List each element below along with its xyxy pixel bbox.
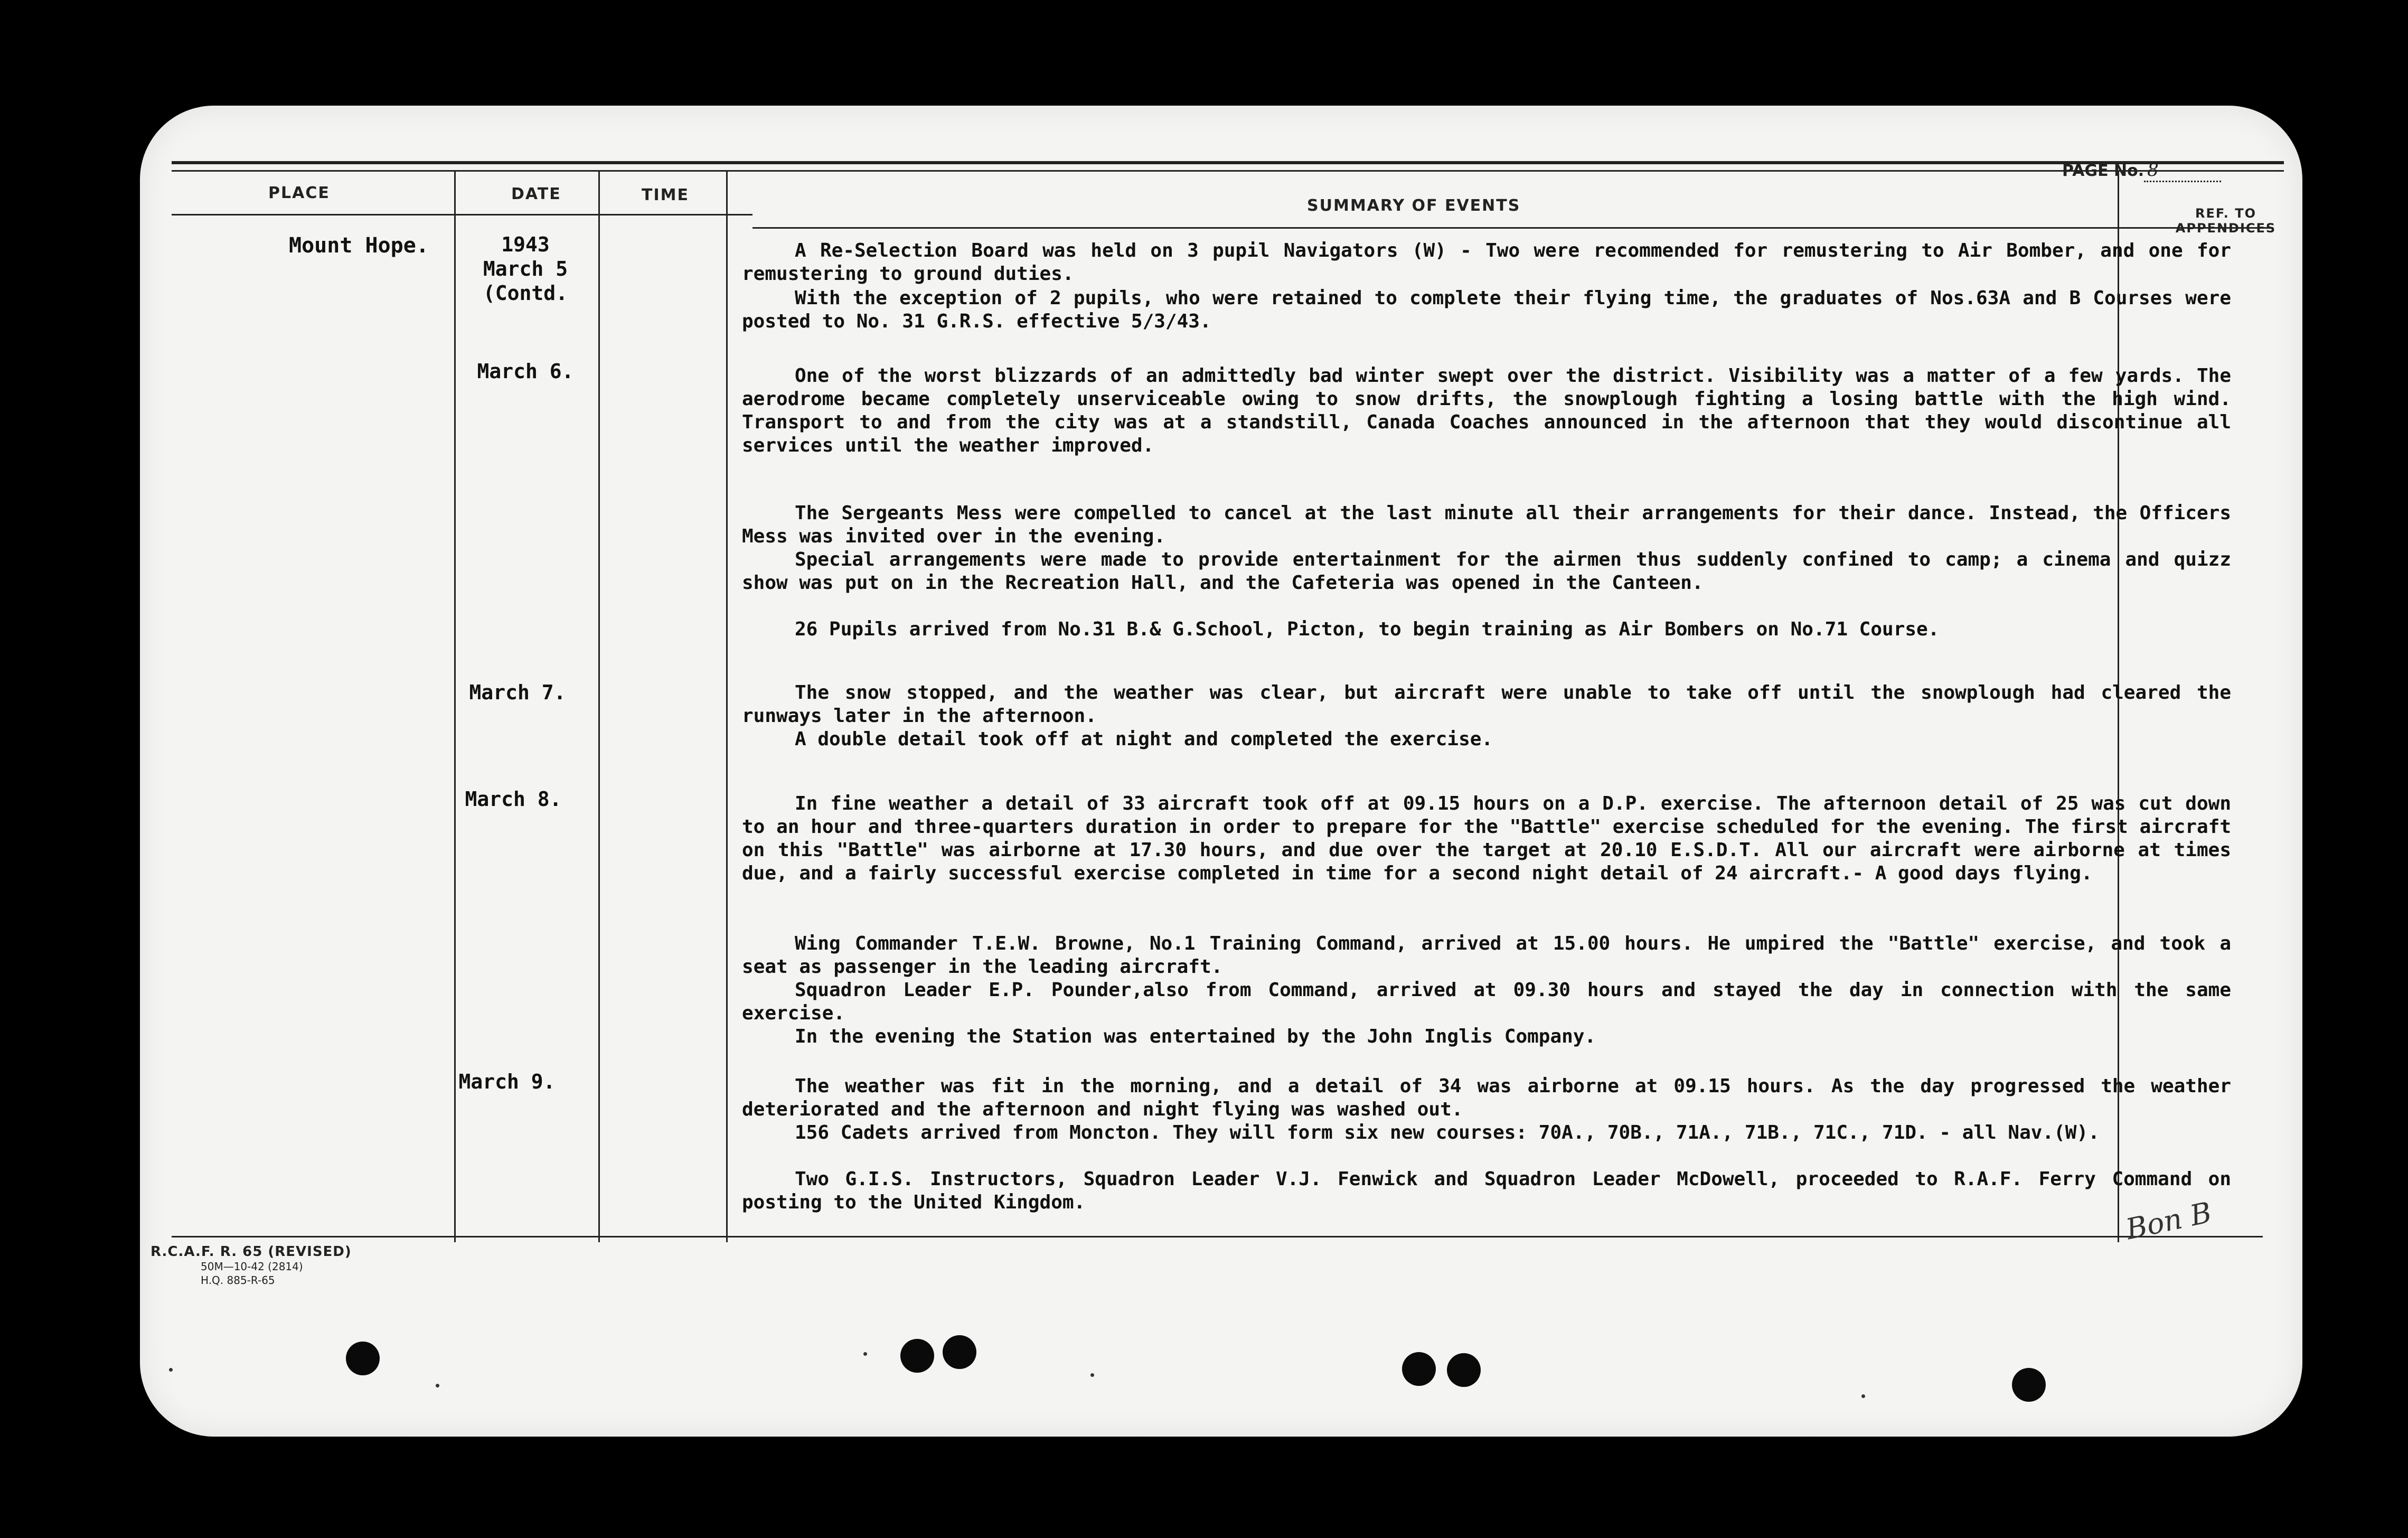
header-ref-appendices <box>2162 206 2289 236</box>
diary-sheet <box>140 106 2302 1437</box>
date-march-7: March 7. <box>469 681 566 704</box>
form-print-line: 50M—10-42 (2814) <box>201 1260 303 1273</box>
place-entry: Mount Hope. <box>289 233 429 258</box>
speck <box>863 1352 867 1356</box>
event-paragraph: The snow stopped, and the weather was clear, but aircraft were unable to take off until the snowplough had cleared the runways later in the afternoon. <box>742 682 2231 727</box>
header-time: TIME <box>642 186 689 204</box>
event-paragraph: Squadron Leader E.P. Pounder,also from Command, arrived at 09.30 hours and stayed the day in connection with the same exercise. <box>742 979 2231 1024</box>
event-paragraph: 156 Cadets arrived from Moncton. They will form six new courses: 70A., 70B., 71A., 71B., 71C., 71D. - all Nav.(W). <box>795 1122 2100 1143</box>
form-name: R.C.A.F. R. 65 (REVISED) <box>150 1244 352 1260</box>
speck <box>1861 1394 1865 1398</box>
header-rule-second <box>172 170 2284 172</box>
event-paragraph: One of the worst blizzards of an admittedly bad winter swept over the district. Visibility was a matter of a few yards. The aerodrome became completely unserviceable owing to snow drifts, the snowplough fighting a losing battle with the high wind. Transport to and from the city was at a standstill, Canada Coaches announced in the afternoon that they would discontinue all services until the weather improved. <box>742 365 2231 456</box>
date-year: 1943 <box>501 233 550 256</box>
event-paragraph: 26 Pupils arrived from No.31 B.& G.School, Picton, to begin training as Air Bombers on No.71 Course. <box>795 618 1940 640</box>
header-rule-under-place <box>172 214 752 215</box>
event-paragraph: A Re-Selection Board was held on 3 pupil Navigators (W) - Two were recommended for remustering to Air Bomber, and one for remustering to ground duties. <box>742 240 2231 285</box>
punch-hole <box>943 1335 976 1369</box>
event-paragraph: Special arrangements were made to provide entertainment for the airmen thus suddenly confined to camp; a cinema and quizz show was put on in the Recreation Hall, and the Cafeteria was opened in the Canteen. <box>742 549 2231 594</box>
header-rule-top <box>172 161 2284 164</box>
punch-hole <box>900 1339 934 1373</box>
page-number-field <box>2062 160 2221 182</box>
event-paragraph: The Sergeants Mess were compelled to cancel at the last minute all their arrangements for their dance. Instead, the Officers Mess was invited over in the evening. <box>742 502 2231 547</box>
date-march-9: March 9. <box>458 1070 556 1093</box>
punch-hole <box>346 1342 380 1375</box>
event-paragraph: In the evening the Station was entertained by the John Inglis Company. <box>795 1026 1596 1047</box>
header-ref-line2: APPENDICES <box>2175 221 2277 236</box>
event-paragraph: Wing Commander T.E.W. Browne, No.1 Training Command, arrived at 15.00 hours. He umpired the "Battle" exercise, and took a seat as passenger in the leading aircraft. <box>742 933 2231 978</box>
event-paragraph: In fine weather a detail of 33 aircraft took off at 09.15 hours on a D.P. exercise. The afternoon detail of 25 was cut down to an hour and three-quarters duration in order to prepare for the "Battle" exercise scheduled for the evening. The first aircraft on this "Battle" was airborne at 17.30 hours, and due over the target at 20.10 E.S.D.T. All our aircraft were airborne at times due, and a fairly successful exercise completed in time for a second night detail of 24 aircraft.- A good days flying. <box>742 793 2231 884</box>
page-label: PAGE No. <box>2062 162 2144 180</box>
date-march-5: March 5 <box>483 257 568 280</box>
date-contd: (Contd. <box>483 282 568 305</box>
form-hq-line: H.Q. 885-R-65 <box>201 1274 275 1287</box>
date-march-6: March 6. <box>477 360 574 383</box>
bottom-rule <box>172 1236 2263 1237</box>
date-march-8: March 8. <box>465 787 562 811</box>
header-ref-line1: REF. TO <box>2195 206 2256 221</box>
event-paragraph: The weather was fit in the morning, and a detail of 34 was airborne at 09.15 hours. As the day progressed the weather deteriorated and the afternoon and night flying was washed out. <box>742 1075 2231 1120</box>
divider-time-summary <box>726 170 728 1242</box>
header-summary: SUMMARY OF EVENTS <box>1307 196 1521 215</box>
punch-hole <box>1447 1353 1481 1387</box>
header-date: DATE <box>511 185 561 203</box>
header-rule-under-summary <box>752 227 2273 229</box>
speck <box>169 1368 173 1372</box>
event-paragraph: With the exception of 2 pupils, who were retained to complete their flying time, the graduates of Nos.63A and B Courses were posted to No. 31 G.R.S. effective 5/3/43. <box>742 287 2231 332</box>
event-paragraph: A double detail took off at night and completed the exercise. <box>795 728 1493 750</box>
divider-date-time <box>598 170 600 1242</box>
speck <box>436 1384 439 1387</box>
handwritten-initials: Bon B <box>2123 1195 2215 1246</box>
page-number: 8 <box>2144 160 2221 182</box>
speck <box>1090 1373 1094 1377</box>
event-paragraph: Two G.I.S. Instructors, Squadron Leader V.J. Fenwick and Squadron Leader McDowell, proceeded to R.A.F. Ferry Command on posting to the United Kingdom. <box>742 1168 2231 1213</box>
punch-hole <box>1402 1352 1436 1386</box>
punch-hole <box>2012 1368 2046 1402</box>
header-place: PLACE <box>268 184 330 202</box>
form-number <box>150 1244 352 1287</box>
